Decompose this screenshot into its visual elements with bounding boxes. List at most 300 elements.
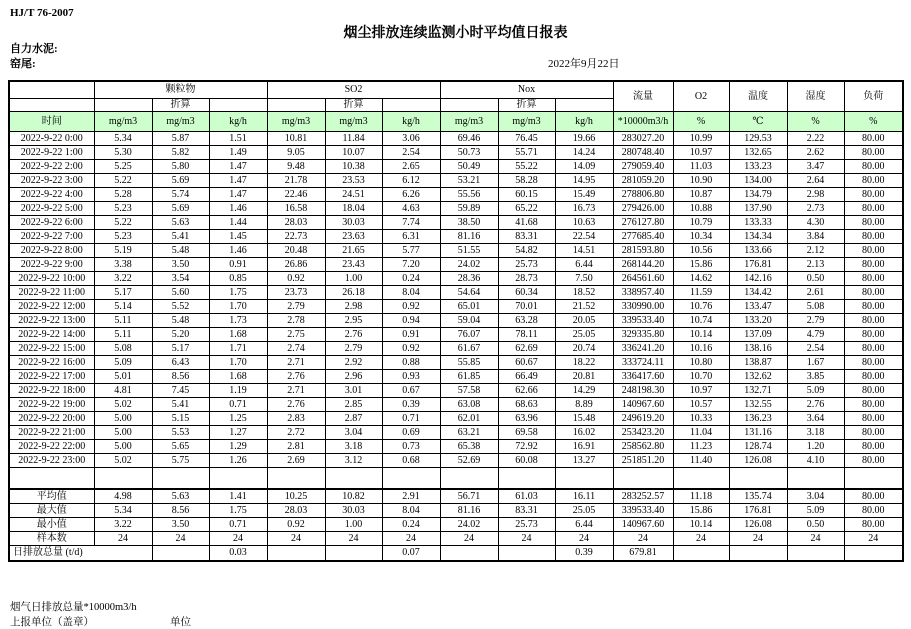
value-cell: 268144.20 [613,258,673,272]
value-cell: 76.45 [498,132,555,146]
value-cell: 60.15 [498,188,555,202]
value-cell: 11.04 [673,426,729,440]
value-cell: 2.76 [787,398,844,412]
value-cell: 10.81 [267,132,325,146]
unit-cell: % [673,112,729,132]
value-cell: 0.24 [382,272,440,286]
unit-cell: mg/m3 [94,112,152,132]
value-cell: 277685.40 [613,230,673,244]
value-cell: 78.11 [498,328,555,342]
value-cell: 56.71 [440,489,498,504]
value-cell: 5.19 [94,244,152,258]
value-cell: 4.79 [787,328,844,342]
value-cell [729,546,787,562]
value-cell: 134.42 [729,286,787,300]
header-blank-cell [9,81,94,99]
value-cell: 4.63 [382,202,440,216]
time-cell: 2022-9-22 23:00 [9,454,94,468]
value-cell: 24 [787,532,844,546]
value-cell: 24.02 [440,518,498,532]
value-cell: 0.73 [382,440,440,454]
value-cell: 81.16 [440,230,498,244]
value-cell: 59.04 [440,314,498,328]
value-cell: 83.31 [498,230,555,244]
value-cell: 55.56 [440,188,498,202]
blank-cell [844,468,903,490]
unit-cell: kg/h [555,112,613,132]
table-row [9,244,903,258]
value-cell: 3.64 [787,412,844,426]
value-cell: 80.00 [844,384,903,398]
time-cell: 2022-9-22 9:00 [9,258,94,272]
value-cell: 1.44 [209,216,267,230]
value-cell: 80.00 [844,146,903,160]
value-cell: 63.21 [440,426,498,440]
value-cell: 8.56 [152,370,209,384]
value-cell: 0.03 [209,546,267,562]
value-cell: 5.02 [94,454,152,468]
value-cell: 2.95 [325,314,382,328]
value-cell: 24 [729,532,787,546]
value-cell: 3.50 [152,518,209,532]
value-cell: 2.65 [382,160,440,174]
unit-cell: kg/h [382,112,440,132]
value-cell: 176.81 [729,258,787,272]
value-cell: 52.69 [440,454,498,468]
value-cell: 66.49 [498,370,555,384]
value-cell: 4.98 [94,489,152,504]
value-cell: 2.71 [267,356,325,370]
value-cell: 4.30 [787,216,844,230]
table-row [9,384,903,398]
value-cell: 80.00 [844,342,903,356]
value-cell: 3.18 [325,440,382,454]
value-cell: 16.91 [555,440,613,454]
value-cell: 10.90 [673,174,729,188]
value-cell: 134.34 [729,230,787,244]
value-cell: 80.00 [844,370,903,384]
value-cell: 128.74 [729,440,787,454]
value-cell: 2.54 [787,342,844,356]
daily-total-label: 日排放总量 (t/d) [9,546,152,562]
value-cell: 80.00 [844,188,903,202]
table-body [9,132,903,562]
time-cell: 2022-9-22 1:00 [9,146,94,160]
value-cell: 3.84 [787,230,844,244]
header-temperature: 温度 [729,81,787,112]
table-row [9,314,903,328]
value-cell: 0.68 [382,454,440,468]
value-cell: 7.20 [382,258,440,272]
value-cell: 3.38 [94,258,152,272]
value-cell: 62.66 [498,384,555,398]
header-row-units [9,112,903,132]
value-cell: 0.88 [382,356,440,370]
value-cell: 5.11 [94,314,152,328]
value-cell: 28.03 [267,504,325,518]
value-cell: 80.00 [844,440,903,454]
value-cell: 329335.80 [613,328,673,342]
value-cell: 80.00 [844,174,903,188]
page-title: 烟尘排放连续监测小时平均值日报表 [343,26,568,41]
value-cell: 132.65 [729,146,787,160]
value-cell: 69.46 [440,132,498,146]
value-cell: 138.16 [729,342,787,356]
value-cell: 336417.60 [613,370,673,384]
value-cell: 2.79 [325,342,382,356]
table-row [9,230,903,244]
value-cell: 1.46 [209,244,267,258]
unit-cell: ℃ [729,112,787,132]
value-cell: 5.53 [152,426,209,440]
value-cell: 10.76 [673,300,729,314]
value-cell: 7.45 [152,384,209,398]
value-cell: 339533.40 [613,504,673,518]
value-cell: 21.65 [325,244,382,258]
value-cell: 80.00 [844,489,903,504]
value-cell: 2.87 [325,412,382,426]
value-cell: 18.22 [555,356,613,370]
summary-label: 平均值 [9,489,94,504]
value-cell: 63.08 [440,398,498,412]
blank-cell [382,468,440,490]
value-cell: 5.69 [152,174,209,188]
value-cell: 1.70 [209,300,267,314]
value-cell: 80.00 [844,202,903,216]
blank-cell [498,468,555,490]
header-load: 负荷 [844,81,903,112]
value-cell: 10.87 [673,188,729,202]
value-cell: 1.68 [209,328,267,342]
value-cell: 2.75 [267,328,325,342]
blank-row [9,468,903,490]
summary-row [9,518,903,532]
value-cell: 1.41 [209,489,267,504]
group-so2-label: SO2 [267,81,440,99]
value-cell: 6.44 [555,258,613,272]
value-cell: 126.08 [729,454,787,468]
value-cell: 0.39 [382,398,440,412]
value-cell: 3.47 [787,160,844,174]
value-cell: 55.22 [498,160,555,174]
value-cell: 5.14 [94,300,152,314]
value-cell: 10.56 [673,244,729,258]
value-cell: 80.00 [844,398,903,412]
time-cell: 2022-9-22 7:00 [9,230,94,244]
value-cell: 10.57 [673,398,729,412]
table-row [9,146,903,160]
value-cell: 1.67 [787,356,844,370]
value-cell [787,546,844,562]
time-cell: 2022-9-22 10:00 [9,272,94,286]
value-cell: 10.14 [673,518,729,532]
value-cell: 16.11 [555,489,613,504]
value-cell: 279059.40 [613,160,673,174]
table-row [9,174,903,188]
value-cell: 80.00 [844,286,903,300]
company-label: 自力水泥: [10,43,58,55]
report-table [8,80,904,562]
value-cell: 9.05 [267,146,325,160]
value-cell: 80.00 [844,328,903,342]
value-cell: 2.64 [787,174,844,188]
value-cell: 253423.20 [613,426,673,440]
value-cell: 10.25 [267,489,325,504]
value-cell: 68.63 [498,398,555,412]
value-cell: 2.76 [325,328,382,342]
value-cell: 10.97 [673,384,729,398]
value-cell: 11.23 [673,440,729,454]
value-cell: 76.07 [440,328,498,342]
value-cell: 5.69 [152,202,209,216]
value-cell: 5.17 [152,342,209,356]
value-cell: 3.12 [325,454,382,468]
value-cell: 21.78 [267,174,325,188]
value-cell: 5.48 [152,314,209,328]
value-cell: 10.38 [325,160,382,174]
value-cell: 7.50 [555,272,613,286]
value-cell: 2.76 [267,370,325,384]
table-row [9,454,903,468]
table-row [9,426,903,440]
value-cell: 24 [555,532,613,546]
value-cell: 61.85 [440,370,498,384]
value-cell: 26.86 [267,258,325,272]
value-cell: 10.07 [325,146,382,160]
value-cell: 0.92 [382,300,440,314]
value-cell: 251851.20 [613,454,673,468]
value-cell: 133.66 [729,244,787,258]
value-cell: 1.47 [209,160,267,174]
blank-cell [729,468,787,490]
value-cell: 0.93 [382,370,440,384]
value-cell: 80.00 [844,356,903,370]
time-cell: 2022-9-22 12:00 [9,300,94,314]
value-cell: 83.31 [498,504,555,518]
value-cell: 0.94 [382,314,440,328]
value-cell: 81.16 [440,504,498,518]
value-cell: 5.74 [152,188,209,202]
value-cell: 140967.60 [613,398,673,412]
value-cell: 140967.60 [613,518,673,532]
value-cell: 1.47 [209,188,267,202]
value-cell: 54.82 [498,244,555,258]
time-cell: 2022-9-22 3:00 [9,174,94,188]
value-cell: 23.53 [325,174,382,188]
value-cell [440,546,498,562]
table-row [9,342,903,356]
value-cell: 5.01 [94,370,152,384]
value-cell: 131.16 [729,426,787,440]
value-cell: 20.48 [267,244,325,258]
value-cell: 63.28 [498,314,555,328]
value-cell: 5.41 [152,398,209,412]
value-cell: 62.01 [440,412,498,426]
value-cell: 2.79 [267,300,325,314]
time-cell: 2022-9-22 20:00 [9,412,94,426]
value-cell: 65.01 [440,300,498,314]
unit-cell: mg/m3 [440,112,498,132]
value-cell: 0.71 [382,412,440,426]
value-cell: 14.24 [555,146,613,160]
value-cell: 72.92 [498,440,555,454]
unit-cell: % [844,112,903,132]
value-cell: 1.47 [209,174,267,188]
header-time: 时间 [9,112,94,132]
value-cell: 0.67 [382,384,440,398]
value-cell: 5.82 [152,146,209,160]
value-cell: 80.00 [844,216,903,230]
value-cell [152,546,209,562]
value-cell: 136.23 [729,412,787,426]
time-cell: 2022-9-22 14:00 [9,328,94,342]
time-cell: 2022-9-22 11:00 [9,286,94,300]
value-cell: 0.69 [382,426,440,440]
value-cell: 2.91 [382,489,440,504]
value-cell: 10.16 [673,342,729,356]
summary-row [9,532,903,546]
value-cell: 23.43 [325,258,382,272]
value-cell: 22.54 [555,230,613,244]
value-cell: 15.49 [555,188,613,202]
value-cell: 281593.80 [613,244,673,258]
value-cell: 3.54 [152,272,209,286]
value-cell: 129.53 [729,132,787,146]
value-cell: 8.04 [382,504,440,518]
value-cell: 9.48 [267,160,325,174]
value-cell: 2.83 [267,412,325,426]
table-row [9,216,903,230]
value-cell: 2.98 [325,300,382,314]
value-cell: 0.91 [209,258,267,272]
value-cell: 41.68 [498,216,555,230]
value-cell: 60.34 [498,286,555,300]
value-cell: 60.67 [498,356,555,370]
kiln-label: 窑尾: [10,58,36,70]
table-row [9,272,903,286]
value-cell: 1.75 [209,504,267,518]
value-cell: 6.26 [382,188,440,202]
value-cell: 10.79 [673,216,729,230]
blank-cell [209,468,267,490]
value-cell: 134.00 [729,174,787,188]
value-cell: 2.13 [787,258,844,272]
value-cell: 25.05 [555,328,613,342]
value-cell: 11.03 [673,160,729,174]
value-cell: 4.81 [94,384,152,398]
value-cell: 25.73 [498,258,555,272]
value-cell: 6.12 [382,174,440,188]
value-cell: 10.97 [673,146,729,160]
value-cell: 6.31 [382,230,440,244]
value-cell: 20.81 [555,370,613,384]
value-cell: 65.38 [440,440,498,454]
value-cell: 0.92 [382,342,440,356]
value-cell: 1.29 [209,440,267,454]
value-cell: 8.89 [555,398,613,412]
table-row [9,258,903,272]
value-cell: 5.08 [787,300,844,314]
value-cell: 28.73 [498,272,555,286]
value-cell: 80.00 [844,412,903,426]
value-cell: 1.46 [209,202,267,216]
value-cell: 5.15 [152,412,209,426]
value-cell: 28.03 [267,216,325,230]
value-cell: 5.23 [94,230,152,244]
time-cell: 2022-9-22 2:00 [9,160,94,174]
value-cell: 5.75 [152,454,209,468]
value-cell: 5.34 [94,504,152,518]
blank-cell [325,468,382,490]
value-cell: 13.27 [555,454,613,468]
value-cell: 80.00 [844,258,903,272]
report-date: 2022年9月22日 [548,58,620,70]
value-cell: 5.09 [787,384,844,398]
value-cell: 2.78 [267,314,325,328]
value-cell: 10.33 [673,412,729,426]
value-cell: 5.87 [152,132,209,146]
value-cell: 137.90 [729,202,787,216]
value-cell: 134.79 [729,188,787,202]
value-cell: 11.18 [673,489,729,504]
value-cell: 1.70 [209,356,267,370]
value-cell: 24 [382,532,440,546]
value-cell: 80.00 [844,518,903,532]
value-cell: 22.73 [267,230,325,244]
value-cell: 249619.20 [613,412,673,426]
value-cell: 0.85 [209,272,267,286]
value-cell: 53.21 [440,174,498,188]
value-cell: 5.00 [94,440,152,454]
value-cell: 4.10 [787,454,844,468]
blank-cell [555,468,613,490]
blank-cell [613,468,673,490]
value-cell: 6.44 [555,518,613,532]
value-cell: 16.02 [555,426,613,440]
standard-code: HJ/T 76-2007 [10,7,74,19]
value-cell: 339533.40 [613,314,673,328]
table-row [9,356,903,370]
time-cell: 2022-9-22 16:00 [9,356,94,370]
value-cell: 14.29 [555,384,613,398]
value-cell: 5.23 [94,202,152,216]
value-cell: 132.71 [729,384,787,398]
value-cell: 1.27 [209,426,267,440]
value-cell: 5.08 [94,342,152,356]
value-cell: 2.69 [267,454,325,468]
table-row [9,188,903,202]
value-cell: 258562.80 [613,440,673,454]
value-cell: 2.73 [787,202,844,216]
value-cell: 25.05 [555,504,613,518]
value-cell: 278806.80 [613,188,673,202]
value-cell: 11.84 [325,132,382,146]
value-cell: 57.58 [440,384,498,398]
value-cell: 0.50 [787,518,844,532]
value-cell: 142.16 [729,272,787,286]
value-cell: 3.22 [94,518,152,532]
value-cell: 2.74 [267,342,325,356]
value-cell: 3.04 [325,426,382,440]
value-cell: 5.22 [94,216,152,230]
value-cell: 0.91 [382,328,440,342]
value-cell: 30.03 [325,216,382,230]
value-cell: 24 [267,532,325,546]
time-cell: 2022-9-22 0:00 [9,132,94,146]
value-cell: 1.75 [209,286,267,300]
value-cell: 24.51 [325,188,382,202]
value-cell: 276127.80 [613,216,673,230]
